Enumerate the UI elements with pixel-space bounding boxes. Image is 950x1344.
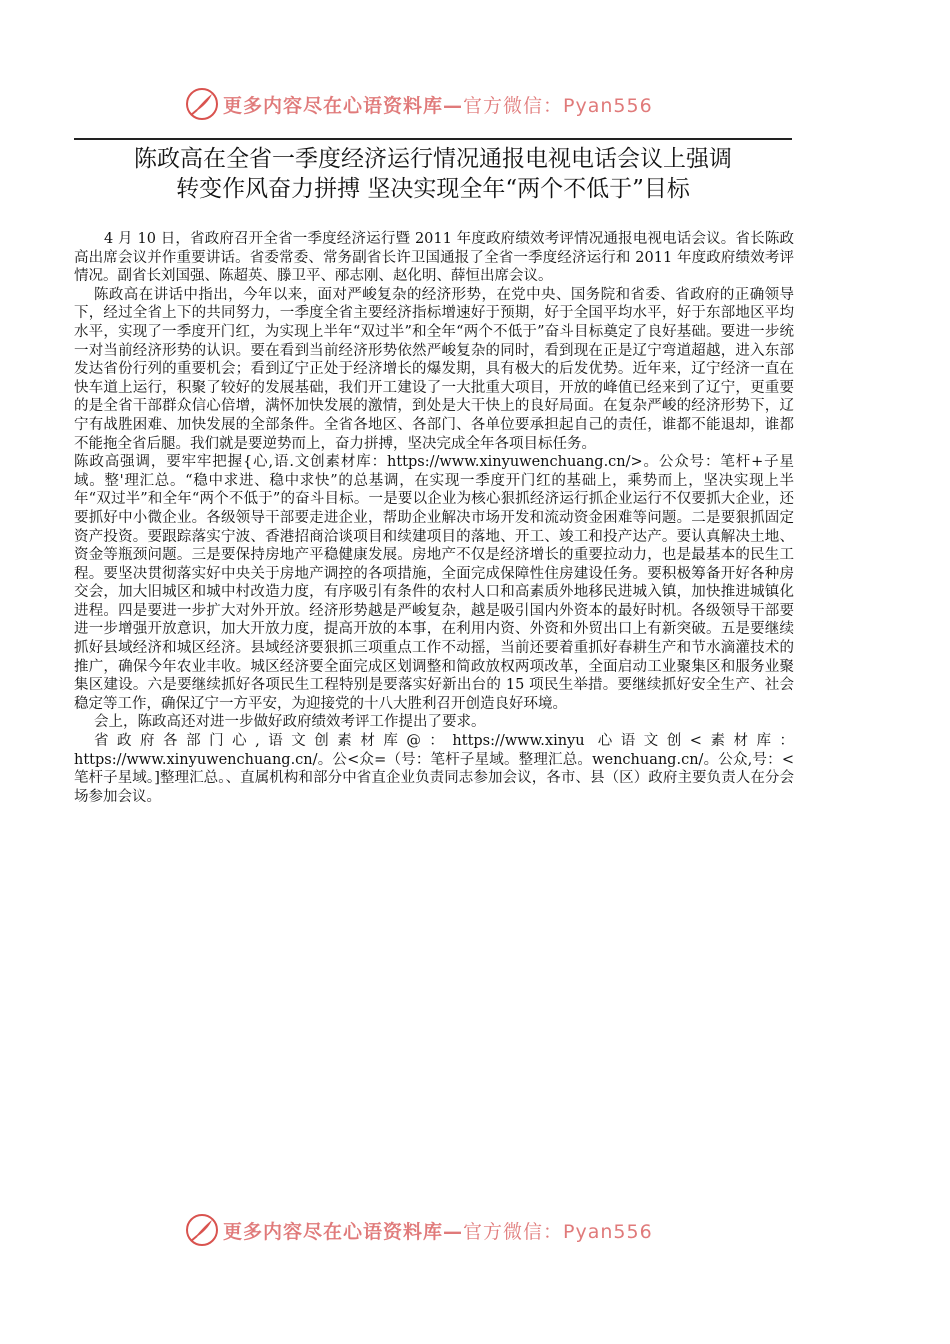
header-banner <box>185 86 653 122</box>
paragraph-3: 陈政高强调，要牢牢把握{心,语.文创素材库：https://www.xinyuwenchuang.cn/>。公众号：笔杆+子星域。整'理汇总。“稳中求进、稳中求快”的总基调，在实现一季度开门红的基础上，乘势而上，坚决实现上半年“双过半”和全年“两个不低于”的奋斗目标。一是要以企业为核心狠抓经济运行抓企业运行不仅要抓大企业，还要抓好中小微企业。各级领导干部要走进企业，帮助企业解决市场开发和流动资金困难等问题。二是要狠抓固定资产投资。要跟踪落实宁波、香港招商洽谈项目和续建项目的落地、开工、竣工和投产达产。要认真解决土地、资金等瓶颈问题。三是要保持房地产平稳健康发展。房地产不仅是经济增长的重要拉动力，也是最基本的民生工程。要坚决贯彻落实好中央关于房地产调控的各项措施，全面完成保障性住房建设任务。要积极筹备开好各种房交会，加大旧城区和城中村改造力度，有序吸引有条件的农村人口和高素质外地移民进城入镇，加快推进城镇化进程。四是要进一步扩大对外开放。经济形势越是严峻复杂，越是吸引国内外资本的最好时机。各级领导干部要进一步增强开放意识，加大开放力度，提高开放的本事，在利用内资、外资和外贸出口上有新突破。五是要继续抓好县域经济和城区经济。县域经济要狠抓三项重点工作不动摇，当前还要着重抓好春耕生产和节水滴灌技术的推广，确保今年农业丰收。城区经济要全面完成区划调整和简政放权两项改革，全面启动工业聚集区和服务业聚集区建设。六是要继续抓好各项民生工程特别是要落实好新出台的 15 项民生举措。要继续抓好安全生产、社会稳定等工作，确保辽宁一方平安，为迎接党的十八大胜利召开创造良好环境。 <box>74 454 794 712</box>
banner-main: 更多内容尽在心语资料库 <box>223 94 444 117</box>
document-title <box>74 144 792 204</box>
banner-wechat: 官方微信：Pyan556 <box>463 94 653 117</box>
banner-text <box>223 91 653 118</box>
banner-main: 更多内容尽在心语资料库 <box>223 1220 444 1243</box>
banner-wechat: 官方微信：Pyan556 <box>463 1220 653 1243</box>
quill-logo-icon <box>185 1213 219 1247</box>
document-body <box>74 230 794 806</box>
title-line-1: 陈政高在全省一季度经济运行情况通报电视电话会议上强调 <box>134 146 732 172</box>
paragraph-5: 省政府各部门心,语文创素材库@：https://www.xinyu 心语文创<素材库：https://www.xinyuwenchuang.cn/。公<众=（号：笔杆子星域。整理汇总。wenchuang.cn/。公众,号：<笔杆子星域。]整理汇总。、直属机构和部分中省直企业负责同志参加会议，各市、县（区）政府主要负责人在分会场参加会议。 <box>74 733 794 805</box>
paragraph-4: 会上，陈政高还对进一步做好政府绩效考评工作提出了要求。 <box>94 714 486 731</box>
banner-dash: — <box>443 1220 464 1243</box>
paragraph-1: 4 月 10 日，省政府召开全省一季度经济运行暨 2011 年度政府绩效考评情况通报电视电话会议。省长陈政高出席会议并作重要讲话。省委常委、常务副省长许卫国通报了全省一季度经济运行和 2011 年度政府绩效考评情况。副省长刘国强、陈超英、滕卫平、邴志刚、赵化明、薛恒出席会议。 <box>74 231 794 285</box>
banner-dash: — <box>443 94 464 117</box>
banner-text <box>223 1217 653 1244</box>
quill-logo-icon <box>185 87 219 121</box>
title-divider <box>74 138 792 140</box>
title-line-2: 转变作风奋力拼搏 坚决实现全年“两个不低于”目标 <box>176 176 690 202</box>
paragraph-2: 陈政高在讲话中指出，今年以来，面对严峻复杂的经济形势，在党中央、国务院和省委、省政府的正确领导下，经过全省上下的共同努力，一季度全省主要经济指标增速好于预期，好于全国平均水平，好于东部地区平均水平，实现了一季度开门红，为实现上半年“双过半”和全年“两个不低于”奋斗目标奠定了良好基础。要进一步统一对当前经济形势的认识。要在看到当前经济形势依然严峻复杂的同时，看到现在正是辽宁弯道超越，进入东部发达省份行列的重要机会；看到辽宁正处于经济增长的爆发期，具有极大的后发优势。近年来，辽宁经济一直在快车道上运行，积聚了较好的发展基础，我们开工建设了一大批重大项目，开放的峰值已经来到了辽宁，更重要的是全省干部群众信心倍增，满怀加快发展的激情，到处是大干快上的良好局面。在复杂严峻的经济形势下，辽宁有战胜困难、加快发展的全部条件。全省各地区、各部门、各单位要承担起自己的责任，谁都不能退却，谁都不能拖全省后腿。我们就是要逆势而上，奋力拼搏，坚决完成全年各项目标任务。 <box>74 286 794 452</box>
footer-banner <box>185 1212 653 1248</box>
